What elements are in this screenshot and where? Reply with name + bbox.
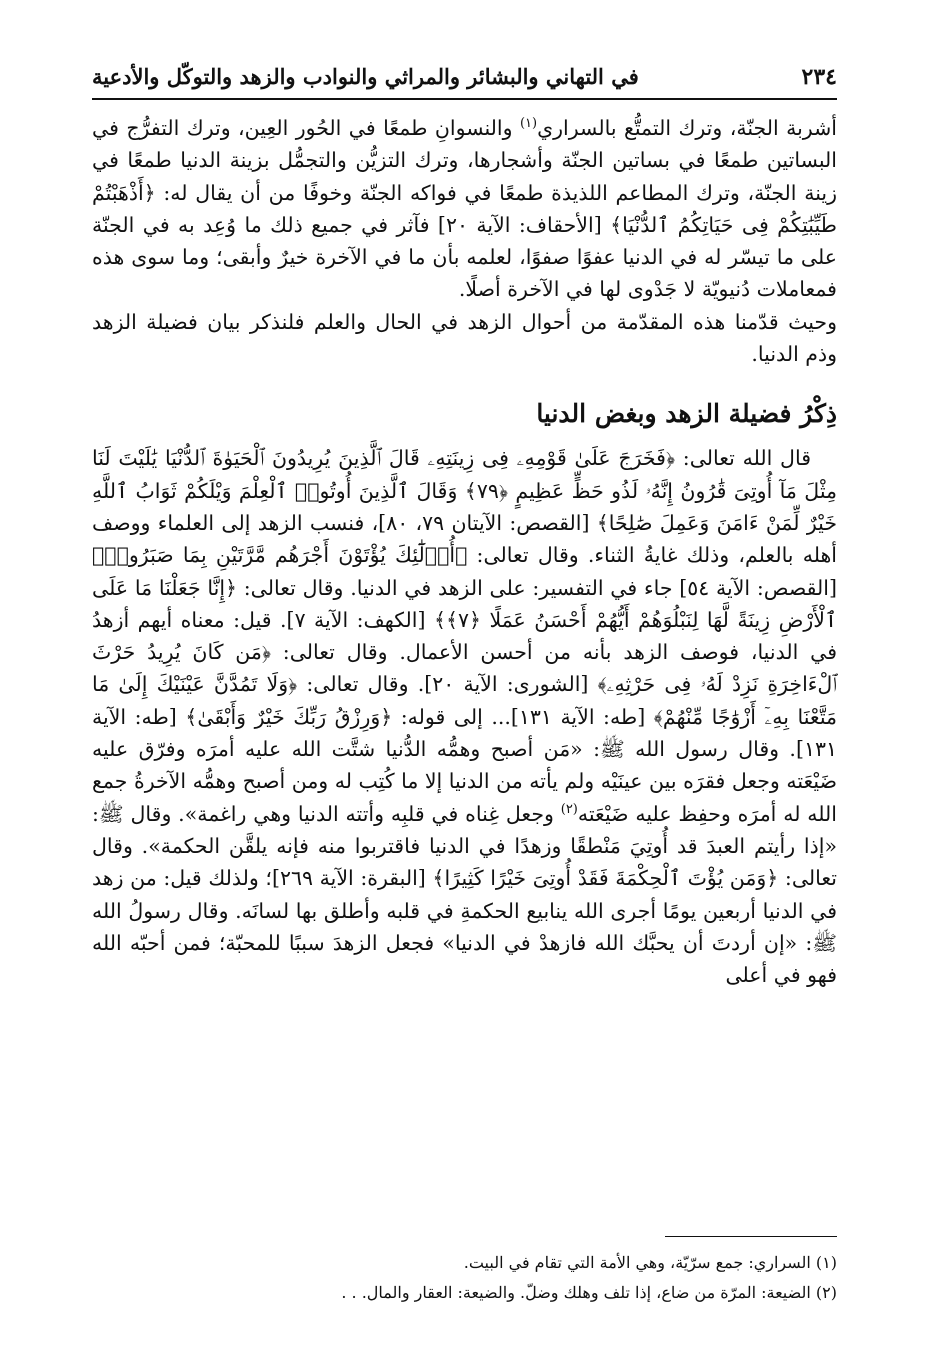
intro-paragraph-1	[92, 112, 837, 306]
body-text	[92, 112, 837, 991]
footnote-ref-1: (١)	[519, 116, 538, 132]
intro-text-part-1: أشربة الجنّة، وترك التمتُّع بالسراري	[537, 116, 837, 140]
footnotes	[92, 1248, 837, 1308]
page-number: ٢٣٤	[801, 64, 837, 90]
footnote-1: (١) السراري: جمع سرّيّة، وهي الأمة التي تقام في البيت.	[463, 1253, 837, 1272]
footnote-ref-2: (٢)	[560, 801, 578, 817]
main-paragraph	[92, 442, 837, 991]
section-title: ذِكْرُ فضيلة الزهد وبغض الدنيا	[536, 399, 837, 429]
intro-text-part-2: والنسوانِ طمعًا في الحُور العِين، وترك التفرُّج في البساتين طمعًا في بساتين الجنّة وأشجارها، وترك التزيُّن والتجمُّل بزينة الدنيا طمعًا في زينة الجنّة، وترك المطاعم اللذيذة طمعًا في فواكه الجنّة وخوفًا من أن يقال له: ﴿أَذْهَبْتُمْ طَيِّبَٰتِكُمْ فِى حَيَاتِكُمُ ٱلدُّنْيَا﴾ [الأحقاف: الآية ٢٠] فآثر في جميع ذلك ما وُعِد به في الجنّة على ما تيسّر له في الدنيا عفوًا صفوًا، لعلمه بأن ما في الآخرة خيرٌ وأبقى؛ وما سوى هذه فمعاملات دُنيويّة لا جَدْوى لها في الآخرة أصلًا.	[92, 116, 837, 302]
running-title: في التهاني والبشائر والمراثي والنوادب والزهد والتوكّل والأدعية	[92, 64, 639, 89]
main-text-part-2: وجعل غِناه في قلبِه وأتته الدنيا وهي راغمة». وقال ﷺ: «إذا رأيتم العبدَ قد أُوتِيَ مَنْطقًا وزهدًا في الدنيا فاقتربوا منه فإنه يلقَّن الحكمة». وقال تعالى: ﴿وَمَن يُؤْتَ ٱلْحِكْمَةَ فَقَدْ أُوتِىَ خَيْرًا كَثِيرًا﴾ [البقرة: الآية ٢٦٩]؛ ولذلك قيل: من زهد في الدنيا أربعين يومًا أجرى الله ينابيع الحكمةِ في قلبه وأطلق بها لسانَه. وقال رسولُ الله ﷺ: «إن أردتَ أن يحبَّك الله فازهدْ في الدنيا» فجعل الزهدَ سببًا للمحبّة؛ فمن أحبّه الله فهو في أعلى	[92, 801, 837, 988]
footnote-2: (٢) الضيعة: المرّة من ضاع، إذا تلف وهلك وضلّ. والضيعة: العقار والمال. . .	[341, 1283, 837, 1302]
intro-paragraph-2: وحيث قدّمنا هذه المقدّمة من أحوال الزهد في الحال والعلم فلنذكر بيان فضيلة الزهد وذم الدنيا.	[92, 309, 837, 367]
running-header	[92, 60, 837, 100]
main-text-part-1: قال الله تعالى: ﴿فَخَرَجَ عَلَىٰ قَوْمِهِۦ فِى زِينَتِهِۦ قَالَ ٱلَّذِينَ يُرِيدُونَ ٱلْحَيَوٰةَ ٱلدُّنْيَا يَٰلَيْتَ لَنَا مِثْلَ مَآ أُوتِىَ قَٰرُونُ إِنَّهُۥ لَذُو حَظٍّ عَظِيمٍ ﴿٧٩﴾ وَقَالَ ٱلَّذِينَ أُوتُوا۟ ٱلْعِلْمَ وَيْلَكُمْ ثَوَابُ ٱللَّهِ خَيْرٌ لِّمَنْ ءَامَنَ وَعَمِلَ صَٰلِحًا﴾ [القصص: الآيتان ٧٩، ٨٠]، فنسب الزهد إلى العلماء ووصف أهله بالعلم، وذلك غايةُ الثناء. وقال تعالى: ﴿أُو۟لَٰٓئِكَ يُؤْتَوْنَ أَجْرَهُم مَّرَّتَيْنِ بِمَا صَبَرُوا۟﴾ [القصص: الآية ٥٤] جاء في التفسير: على الزهد في الدنيا. وقال تعالى: ﴿إِنَّا جَعَلْنَا مَا عَلَى ٱلْأَرْضِ زِينَةً لَّهَا لِنَبْلُوَهُمْ أَيُّهُمْ أَحْسَنُ عَمَلًا ﴿٧﴾﴾ [الكهف: الآية ٧]. قيل: معناه أيهم أزهدُ في الدنيا، فوصف الزهد بأنه من أحسن الأعمال. وقال تعالى: ﴿مَن كَانَ يُرِيدُ حَرْثَ ٱلْءَاخِرَةِ نَزِدْ لَهُۥ فِى حَرْثِهِۦ﴾ [الشورى: الآية ٢٠]. وقال تعالى: ﴿وَلَا تَمُدَّنَّ عَيْنَيْكَ إِلَىٰ مَا مَتَّعْنَا بِهِۦٓ أَزْوَٰجًا مِّنْهُمْ﴾ [طه: الآية ١٣١]... إلى قوله: ﴿وَرِزْقُ رَبِّكَ خَيْرٌ وَأَبْقَىٰ﴾ [طه: الآية ١٣١]. وقال رسول الله ﷺ: «مَن أصبح وهمُّه الدُّنيا شتَّت الله عليه أمرَه وفرّق عليه ضَيْعَته وجعل فقرَه بين عينَيْه ولم يأته من الدنيا إلا ما كُتِب له ومن أصبح وهمُّه الآخرةُ جمع الله له أمرَه وحفِظ عليه ضَيْعَته	[92, 446, 838, 826]
book-page	[92, 60, 837, 1350]
footnote-divider	[665, 1236, 837, 1237]
